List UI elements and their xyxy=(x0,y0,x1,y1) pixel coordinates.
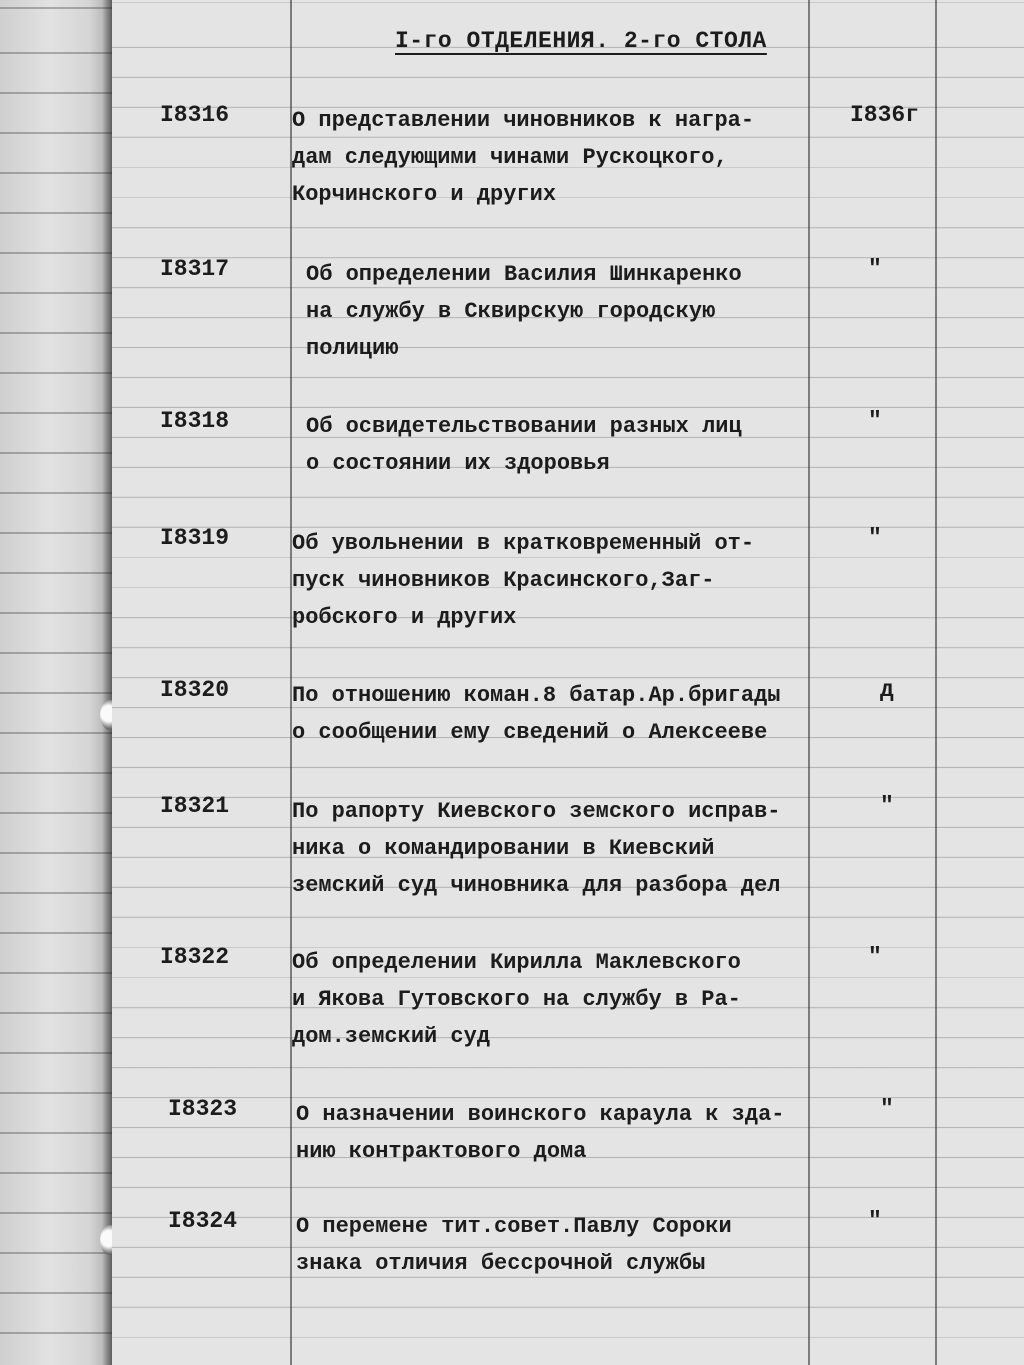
case-description: По отношению коман.8 батар.Ар.бригады о сообщении ему сведений о Алексееве xyxy=(292,683,781,745)
case-number: I8318 xyxy=(160,408,230,434)
ledger-entry xyxy=(0,408,1024,538)
case-description: О назначении воинского караула к зда- нию контрактового дома xyxy=(296,1102,785,1164)
case-description: Об определении Василия Шинкаренко на службу в Сквирскую городскую полицию xyxy=(306,262,742,361)
ditto-mark: " xyxy=(880,1096,894,1122)
ledger-entry xyxy=(0,525,1024,655)
case-description: Об освидетельствовании разных лиц о состоянии их здоровья xyxy=(306,414,742,476)
case-number: I8319 xyxy=(160,525,230,551)
case-description: Об определении Кирилла Маклевского и Якова Гутовского на службу в Ра- дом.земский суд xyxy=(292,950,741,1049)
ledger-entry xyxy=(0,1096,1024,1226)
ledger-entry xyxy=(0,102,1024,232)
ditto-mark: " xyxy=(868,256,882,282)
case-number: I8322 xyxy=(160,944,230,970)
ledger-entry xyxy=(0,793,1024,923)
section-header: I-го ОТДЕЛЕНИЯ. 2-го СТОЛА xyxy=(395,28,767,54)
ledger-entry xyxy=(0,1208,1024,1338)
case-number: I8317 xyxy=(160,256,230,282)
case-year: I836г xyxy=(850,102,920,128)
case-description: По рапорту Киевского земского исправ- ника о командировании в Киевский земский суд чиновника для разбора дел xyxy=(292,799,781,898)
case-number: I8320 xyxy=(160,677,230,703)
ledger-entry xyxy=(0,944,1024,1074)
case-number: I8324 xyxy=(168,1208,238,1234)
ditto-mark: " xyxy=(868,408,882,434)
case-description: Об увольнении в кратковременный от- пуск чиновников Красинского,Заг- робского и других xyxy=(292,531,755,630)
ditto-mark: " xyxy=(868,525,882,551)
case-description: О перемене тит.совет.Павлу Сороки знака отличия бессрочной службы xyxy=(296,1214,732,1276)
ditto-mark: " xyxy=(868,1208,882,1234)
case-number: I8321 xyxy=(160,793,230,819)
case-number: I8316 xyxy=(160,102,230,128)
ditto-mark: д xyxy=(880,677,894,703)
case-description: О представлении чиновников к награ- дам следующими чинами Рускоцкого, Корчинского и других xyxy=(292,108,755,207)
ditto-mark: " xyxy=(868,944,882,970)
ledger-entry xyxy=(0,677,1024,807)
ledger-entry xyxy=(0,256,1024,386)
case-number: I8323 xyxy=(168,1096,238,1122)
ditto-mark: " xyxy=(880,793,894,819)
